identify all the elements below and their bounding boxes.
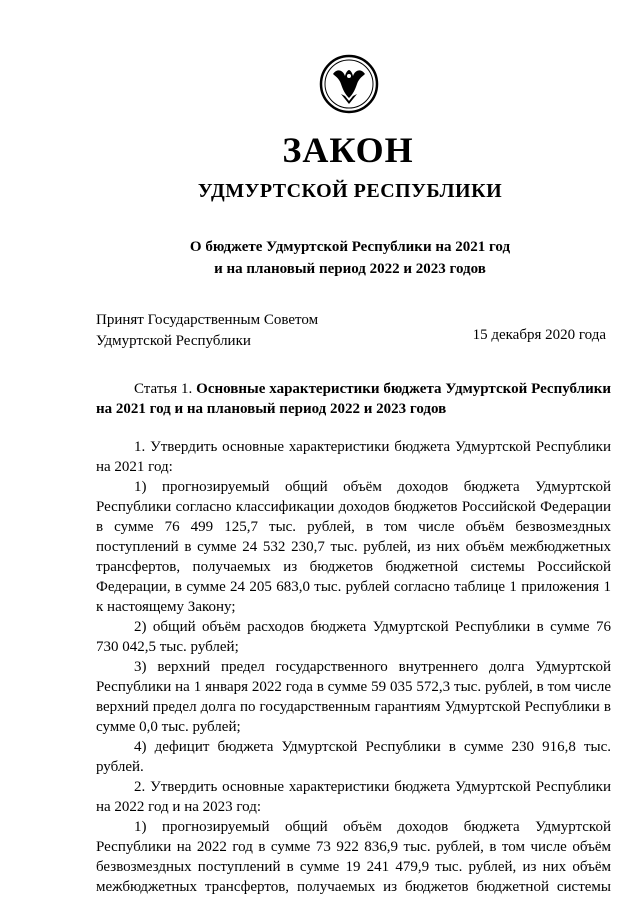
adoption-line-2: Удмуртской Республики — [96, 333, 251, 349]
document-subtitle: УДМУРТСКОЙ РЕСПУБЛИКИ — [197, 180, 503, 202]
adoption-date: 15 декабря 2020 года — [472, 327, 606, 343]
paragraph: 1. Утвердить основные характеристики бюджета Удмуртской Республики на 2021 год: — [96, 439, 611, 475]
article-1-prefix: Статья 1. — [134, 381, 193, 397]
paragraph: 1) прогнозируемый общий объём доходов бюджета Удмуртской Республики на 2022 год в сумме 73 922 836,9 тыс. рублей, в том числе объём безвозмездных поступлений в сумме 19 241 479,9 тыс. рублей, из них объём межбюджетных трансфертов, получаемых из бюджетов бюджетной системы — [96, 819, 611, 895]
document-body — [96, 379, 611, 897]
adoption-block — [96, 310, 318, 352]
document-title: ЗАКОН — [282, 130, 414, 170]
law-name-line-2: и на плановый период 2022 и 2023 годов — [214, 261, 486, 277]
paragraph: 2) общий объём расходов бюджета Удмуртской Республики в сумме 76 730 042,5 тыс. рублей; — [96, 619, 611, 655]
paragraph: 1) прогнозируемый общий объём доходов бюджета Удмуртской Республики согласно классификации доходов бюджетов Российской Федерации в сумме 76 499 125,7 тыс. рублей, в том числе объём безвозмездных поступлений в сумме 24 532 230,7 тыс. рублей, из них объём межбюджетных трансфертов, получаемых из бюджетов бюджетной системы Российской Федерации, в сумме 24 205 683,0 тыс. рублей согласно таблице 1 приложения 1 к настоящему Закону; — [96, 479, 611, 615]
paragraph: 4) дефицит бюджета Удмуртской Республики в сумме 230 916,8 тыс. рублей. — [96, 739, 611, 775]
adoption-line-1: Принят Государственным Советом — [96, 312, 319, 328]
udmurt-republic-emblem-icon — [319, 54, 379, 114]
law-name — [0, 236, 640, 280]
article-1-title: Основные характеристики бюджета Удмуртской Республики на 2021 год и на плановый период 2022 и 2023 годов — [96, 381, 611, 417]
article-1-heading — [96, 379, 611, 419]
paragraph: 3) верхний предел государственного внутреннего долга Удмуртской Республики на 1 января 2022 года в сумме 59 035 572,3 тыс. рублей, в том числе верхний предел долга по государственным гарантиям Удмуртской Республики в сумме 0,0 тыс. рублей; — [96, 659, 611, 735]
law-name-line-1: О бюджете Удмуртской Республики на 2021 год — [189, 239, 511, 255]
paragraph: 2. Утвердить основные характеристики бюджета Удмуртской Республики на 2022 год и на 2023 год: — [96, 779, 611, 815]
